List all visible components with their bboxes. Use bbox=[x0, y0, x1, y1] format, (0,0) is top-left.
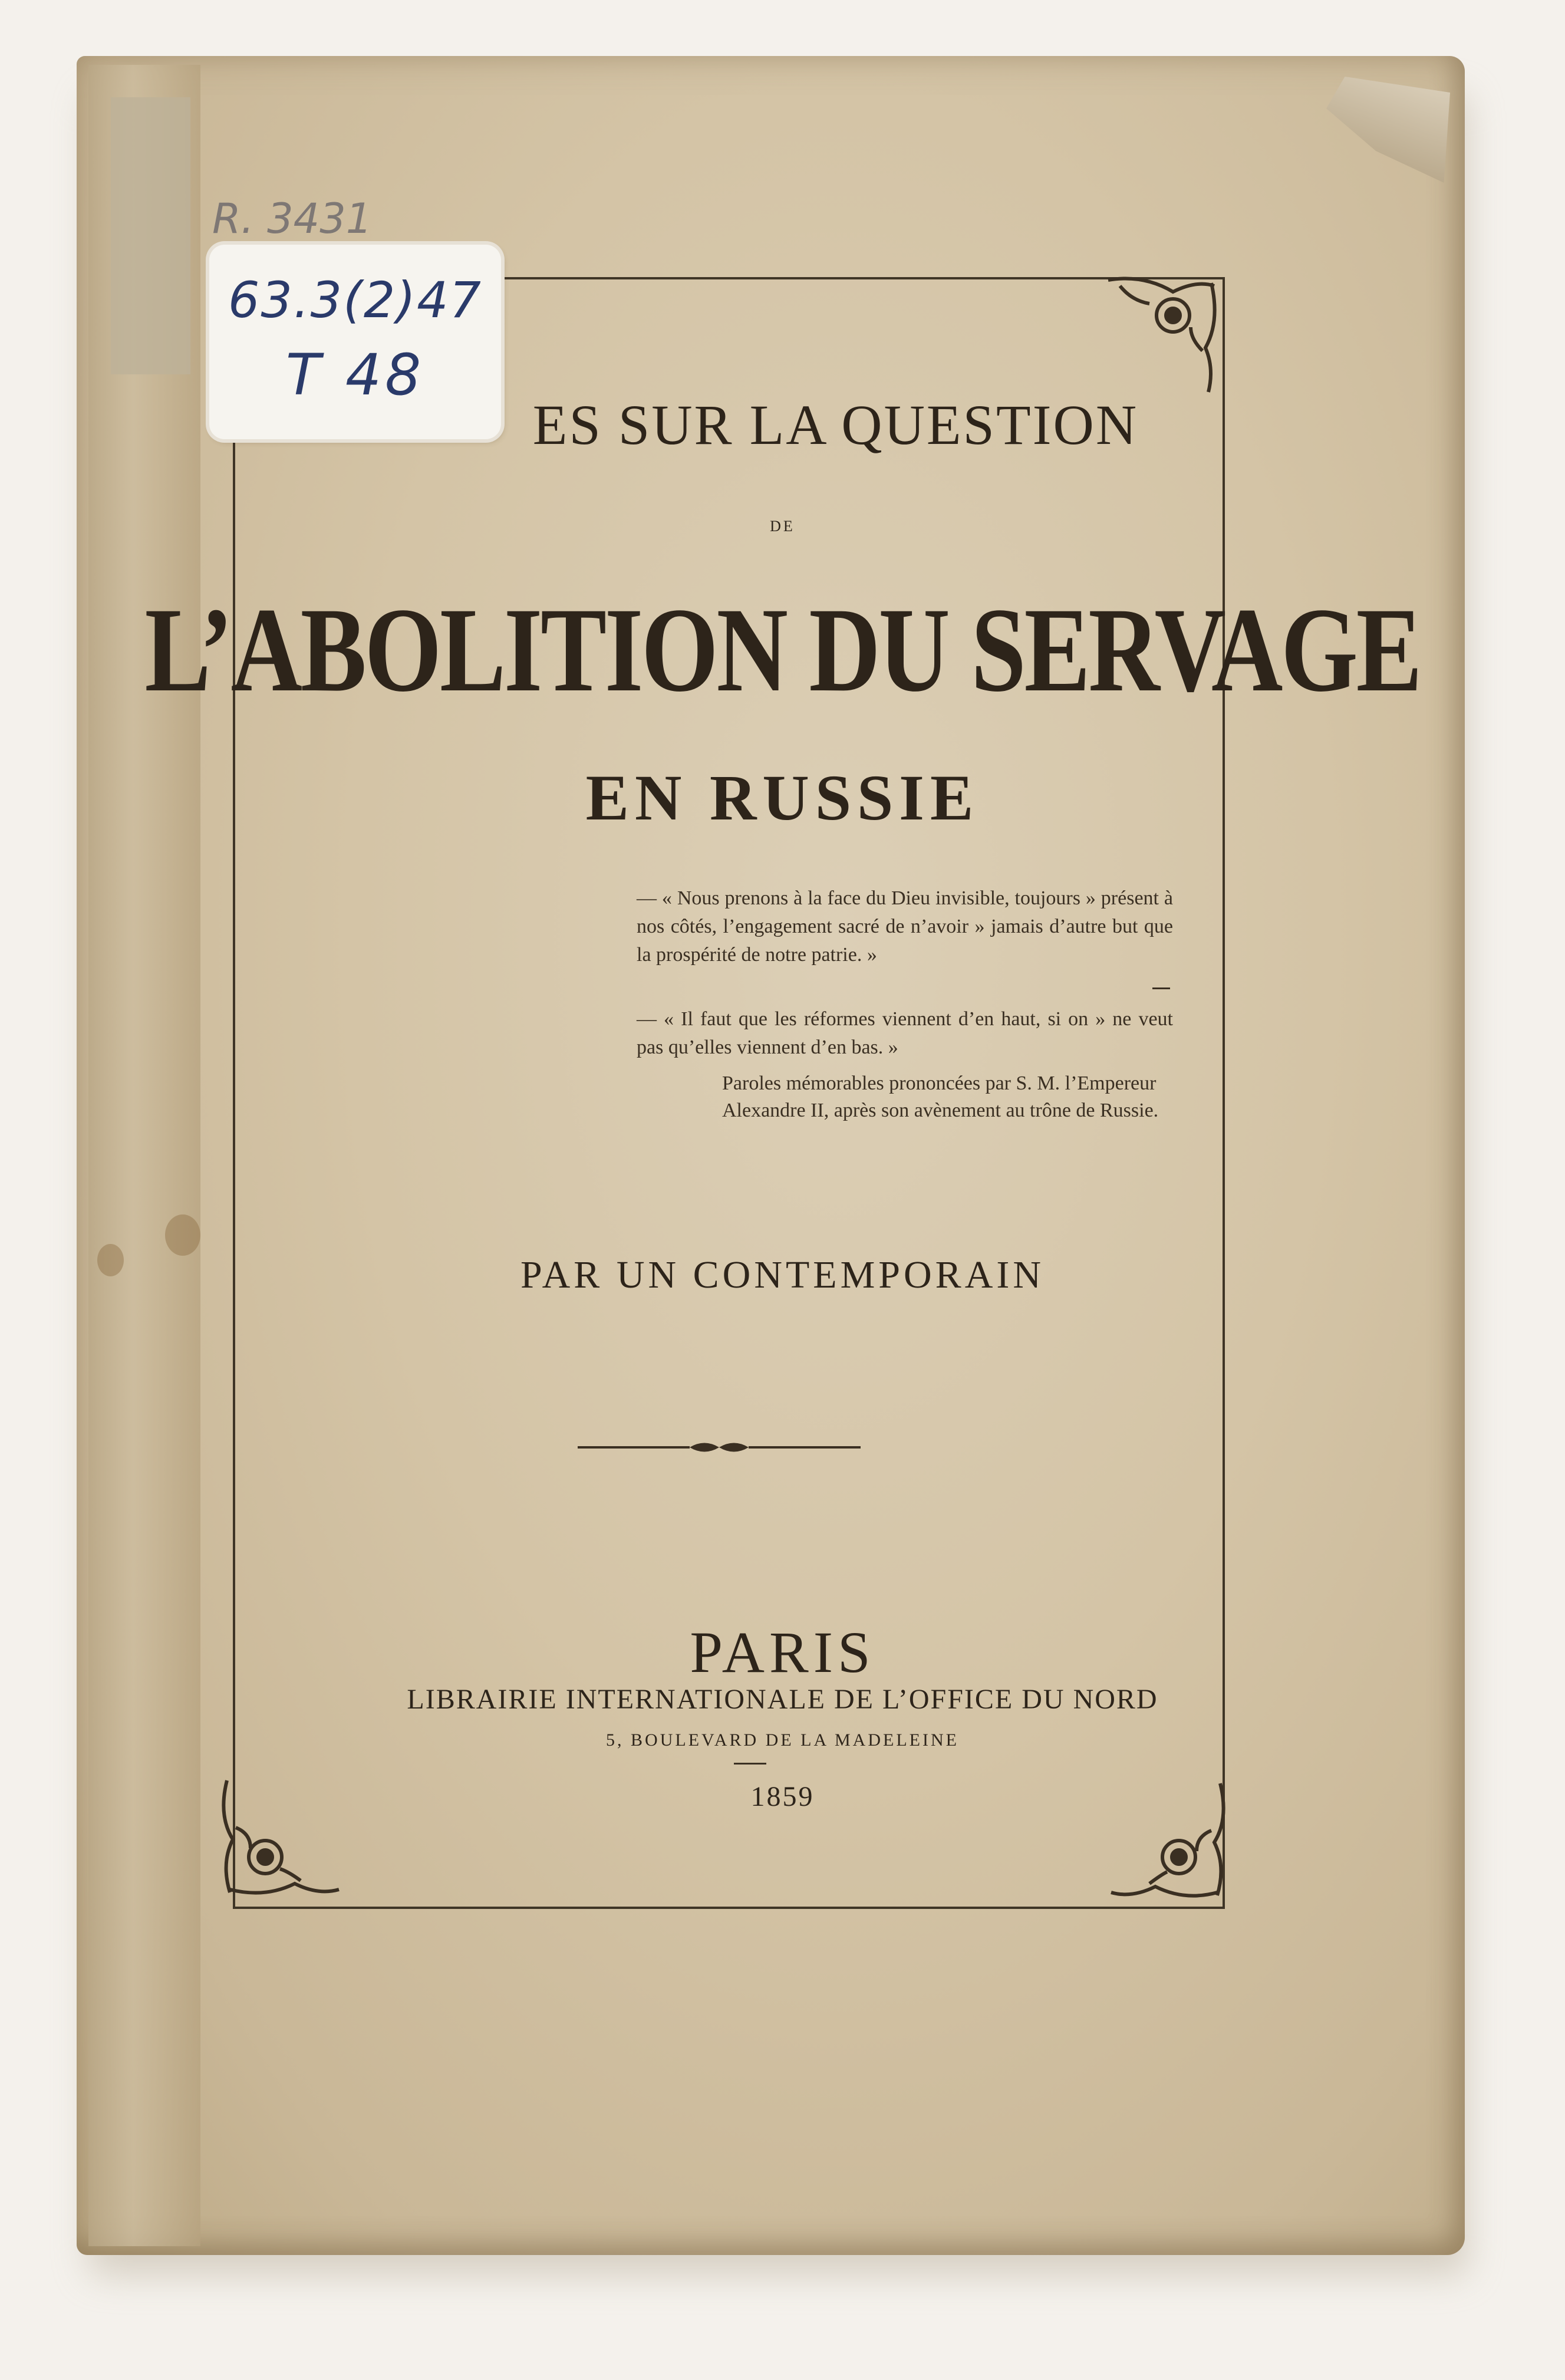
publication-year: 1859 bbox=[750, 1781, 815, 1812]
stain-mark bbox=[165, 1214, 200, 1256]
handwritten-number: R. 3431 bbox=[212, 195, 373, 243]
corner-ornament-top-right bbox=[1096, 268, 1226, 398]
subtitle: EN RUSSIE bbox=[585, 762, 980, 834]
epigraph-2: — « Il faut que les réformes viennent d’en haut, si on » ne veut pas qu’elles viennent d’en bas. » bbox=[637, 1008, 1173, 1058]
publisher: LIBRAIRIE INTERNATIONALE DE L’OFFICE DU NORD bbox=[407, 1684, 1158, 1715]
title-top-line: ES SUR LA QUESTION bbox=[532, 393, 1139, 456]
rule-separator bbox=[734, 1763, 766, 1765]
call-number-line-2: T 48 bbox=[285, 342, 425, 408]
call-number-line-1: 63.3(2)47 bbox=[228, 271, 482, 329]
author-line: PAR UN CONTEMPORAIN bbox=[520, 1253, 1045, 1296]
spine-tape bbox=[111, 97, 190, 374]
publisher-address: 5, BOULEVARD DE LA MADELEINE bbox=[606, 1730, 959, 1750]
title-connector: DE bbox=[770, 518, 795, 535]
publication-city: PARIS bbox=[690, 1619, 875, 1685]
epigraph-1: — « Nous prenons à la face du Dieu invisible, toujours » présent à nos côtés, l’engagement sacré de n’avoir » jamais d’autre but que la prospérité de notre patrie. » bbox=[637, 887, 1173, 966]
epigraph-separator bbox=[1152, 987, 1170, 989]
epigraph-attribution: Paroles mémorables prononcées par S. M. l’Empereur Alexandre II, après son avènement au trône de Russie. bbox=[722, 1072, 1159, 1121]
main-title: L’ABOLITION DU SERVAGE bbox=[144, 583, 1421, 717]
ornamental-divider bbox=[578, 1438, 861, 1456]
